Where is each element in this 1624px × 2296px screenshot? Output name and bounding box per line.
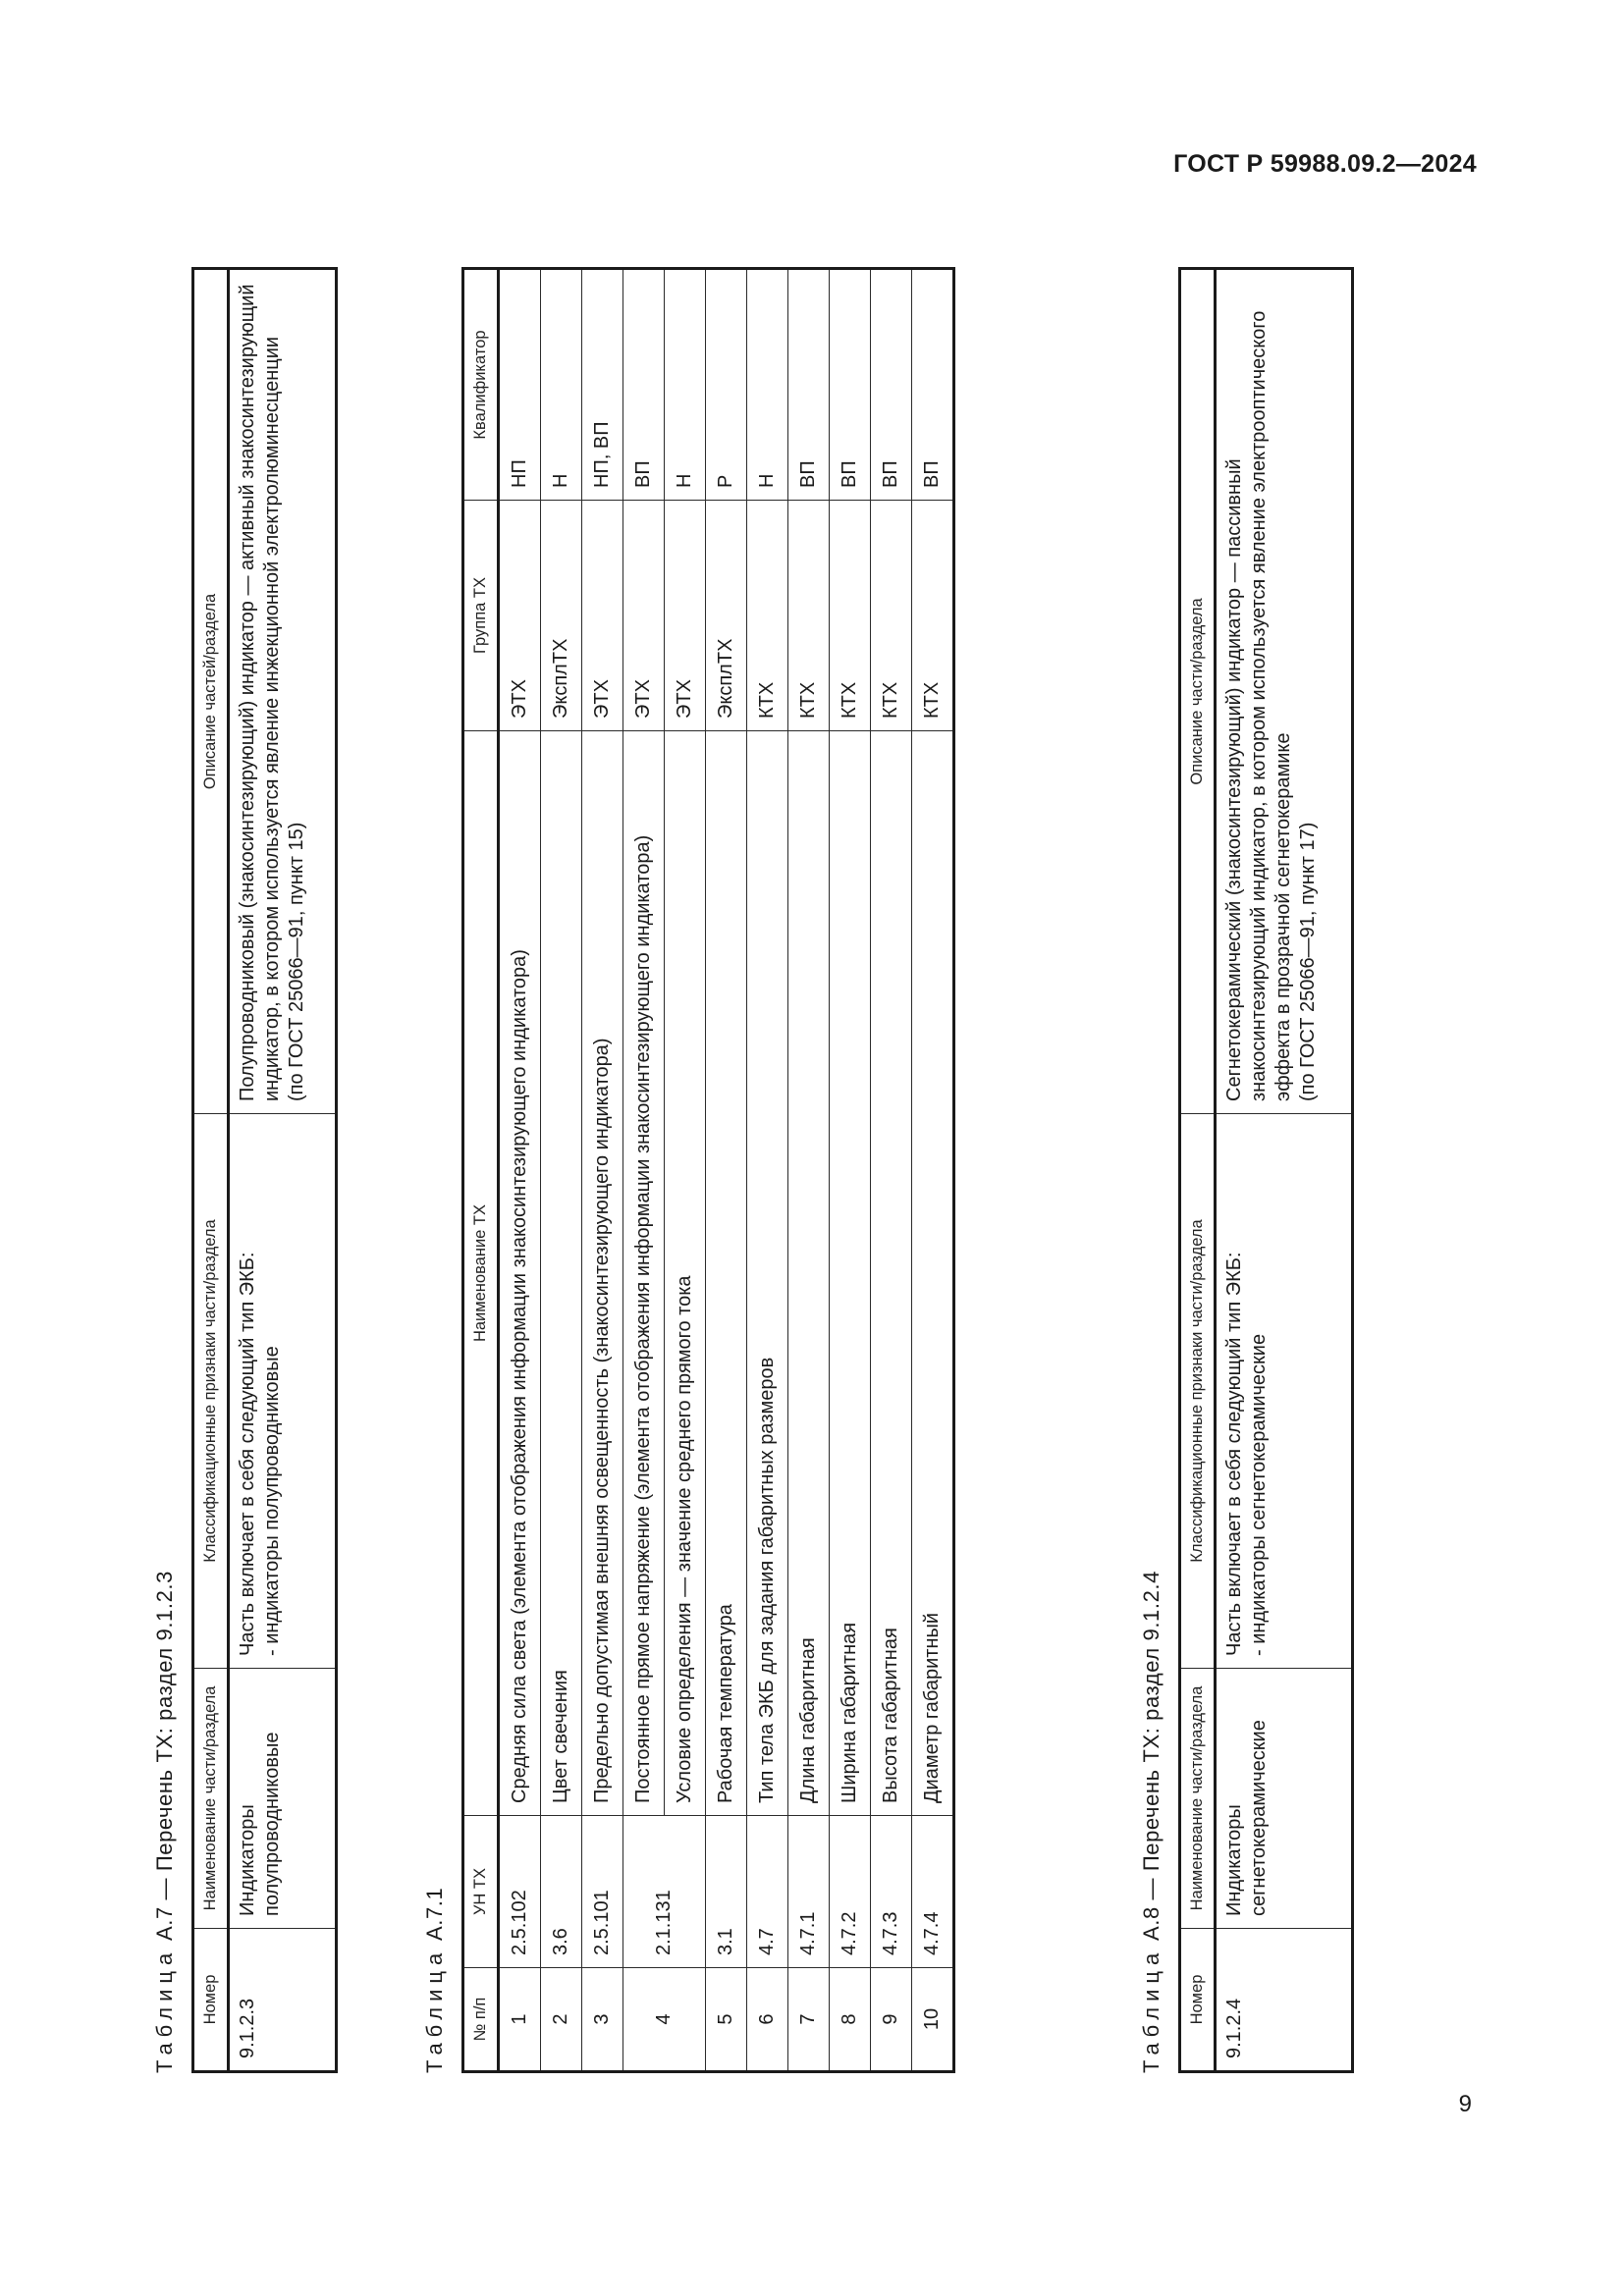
row-n: 9	[870, 1968, 911, 2072]
table-a71-header-code: УН ТХ	[463, 1816, 499, 1968]
row-group: КТХ	[746, 501, 787, 731]
table-a7	[191, 267, 338, 2073]
table-a7-caption	[152, 228, 178, 2073]
row-qual: ВП	[829, 269, 870, 501]
row-n: 3	[581, 1968, 623, 2072]
row-name: Рабочая температура	[705, 731, 746, 1816]
row-qual: НП, ВП	[581, 269, 623, 501]
table-row	[870, 269, 911, 2072]
row-qual: Р	[705, 269, 746, 501]
table-row	[911, 269, 953, 2072]
row-description: Полупроводниковый (знакосинтезирующий) индикатор — активный знакосинтезирующий индикатор, в котором используется явление инжекционной электролюминесценции (по ГОСТ 25066—91, пункт 15)	[228, 269, 336, 1114]
row-n: 4	[623, 1968, 705, 2072]
caption-text: А.7 — Перечень ТХ: раздел 9.1.2.3	[152, 1571, 177, 1942]
row-group: ЭксплТХ	[540, 501, 581, 731]
row-n: 5	[705, 1968, 746, 2072]
row-qual: Н	[746, 269, 787, 501]
row-qual: ВП	[787, 269, 829, 501]
row-code: 4.7.3	[870, 1816, 911, 1968]
table-a8-header-number: Номер	[1180, 1929, 1216, 2072]
table-a8-header-name: Наименование части/раздела	[1180, 1669, 1216, 1929]
row-n: 10	[911, 1968, 953, 2072]
caption-text: А.7.1	[422, 1887, 447, 1942]
table-row	[829, 269, 870, 2072]
row-qual: ВП	[623, 269, 664, 501]
table-row	[1215, 269, 1352, 2072]
row-name: Диаметр габаритный	[911, 731, 953, 1816]
table-row	[498, 269, 540, 2072]
table-row	[705, 269, 746, 2072]
row-group: КТХ	[787, 501, 829, 731]
row-qual: Н	[664, 269, 705, 501]
table-a71-block	[422, 228, 955, 2073]
table-row	[228, 269, 336, 2072]
row-code: 3.1	[705, 1816, 746, 1968]
row-qual: Н	[540, 269, 581, 501]
row-name: Ширина габаритная	[829, 731, 870, 1816]
row-description: Сегнетокерамический (знакосинтезирующий) индикатор — пассивный знакосинтезирующий индикатор, в котором используется явление электрооптического эффекта в прозрачной сегнетокерамике (по ГОСТ 25066—91, пункт 17)	[1215, 269, 1352, 1114]
caption-label: Таблица	[1139, 1947, 1164, 2073]
caption-label: Таблица	[422, 1947, 447, 2073]
row-qual: ВП	[870, 269, 911, 501]
caption-label: Таблица	[152, 1947, 177, 2073]
row-features: Часть включает в себя следующий тип ЭКБ: - индикаторы полупроводниковые	[228, 1114, 336, 1669]
row-n: 2	[540, 1968, 581, 2072]
row-group: ЭТХ	[623, 501, 664, 731]
row-code: 2.5.102	[498, 1816, 540, 1968]
table-row	[540, 269, 581, 2072]
table-row	[623, 269, 664, 2072]
table-row	[664, 269, 705, 2072]
row-group: ЭксплТХ	[705, 501, 746, 731]
row-name: Длина габаритная	[787, 731, 829, 1816]
table-a7-header-name: Наименование части/раздела	[193, 1669, 229, 1929]
table-a8	[1178, 267, 1354, 2073]
caption-text: А.8 — Перечень ТХ: раздел 9.1.2.4	[1139, 1571, 1164, 1942]
row-name: Индикаторы полупроводниковые	[228, 1669, 336, 1929]
row-group: ЭТХ	[581, 501, 623, 731]
row-code: 4.7	[746, 1816, 787, 1968]
table-a7-header-number: Номер	[193, 1929, 229, 2072]
row-group: КТХ	[829, 501, 870, 731]
row-qual: ВП	[911, 269, 953, 501]
table-row	[787, 269, 829, 2072]
table-a71-header-qual: Квалификатор	[463, 269, 499, 501]
row-n: 8	[829, 1968, 870, 2072]
row-code: 4.7.4	[911, 1816, 953, 1968]
table-a8-caption	[1139, 228, 1164, 2073]
row-code: 2.5.101	[581, 1816, 623, 1968]
table-a7-block	[152, 228, 338, 2073]
row-name: Средняя сила света (элемента отображения информации знакосинтезирующего индикатора)	[498, 731, 540, 1816]
table-a7-header-description: Описание частей/раздела	[193, 269, 229, 1114]
table-a71-caption	[422, 228, 448, 2073]
row-n: 7	[787, 1968, 829, 2072]
row-n: 6	[746, 1968, 787, 2072]
row-group: КТХ	[870, 501, 911, 731]
row-number: 9.1.2.3	[228, 1929, 336, 2072]
table-a7-header-features: Классификационные признаки части/раздела	[193, 1114, 229, 1669]
row-name: Цвет свечения	[540, 731, 581, 1816]
row-n: 1	[498, 1968, 540, 2072]
row-code: 3.6	[540, 1816, 581, 1968]
table-a8-header-description: Описание части/раздела	[1180, 269, 1216, 1114]
table-a71	[461, 267, 955, 2073]
page-number: 9	[1458, 2091, 1472, 2117]
table-a71-header-group: Группа ТХ	[463, 501, 499, 731]
row-name: Высота габаритная	[870, 731, 911, 1816]
row-name: Условие определения — значение среднего прямого тока	[664, 731, 705, 1816]
table-a71-header-n: № п/п	[463, 1968, 499, 2072]
row-code: 4.7.1	[787, 1816, 829, 1968]
table-a8-block	[1139, 228, 1354, 2073]
row-number: 9.1.2.4	[1215, 1929, 1352, 2072]
row-name: Тип тела ЭКБ для задания габаритных размеров	[746, 731, 787, 1816]
row-code: 2.1.131	[623, 1816, 705, 1968]
row-group: КТХ	[911, 501, 953, 731]
table-row	[746, 269, 787, 2072]
table-a71-header-name: Наименование ТХ	[463, 731, 499, 1816]
table-a8-header-features: Классификационные признаки части/раздела	[1180, 1114, 1216, 1669]
row-code: 4.7.2	[829, 1816, 870, 1968]
row-name: Постоянное прямое напряжение (элемента отображения информации знакосинтезирующего индикатора)	[623, 731, 664, 1816]
row-name: Предельно допустимая внешняя освещенность (знакосинтезирующего индикатора)	[581, 731, 623, 1816]
standard-code: ГОСТ Р 59988.09.2—2024	[1173, 150, 1477, 178]
table-row	[581, 269, 623, 2072]
row-qual: НП	[498, 269, 540, 501]
row-features: Часть включает в себя следующий тип ЭКБ: - индикаторы сегнетокерамические	[1215, 1114, 1352, 1669]
row-group: ЭТХ	[664, 501, 705, 731]
row-name: Индикаторы сегнетокерамические	[1215, 1669, 1352, 1929]
row-group: ЭТХ	[498, 501, 540, 731]
